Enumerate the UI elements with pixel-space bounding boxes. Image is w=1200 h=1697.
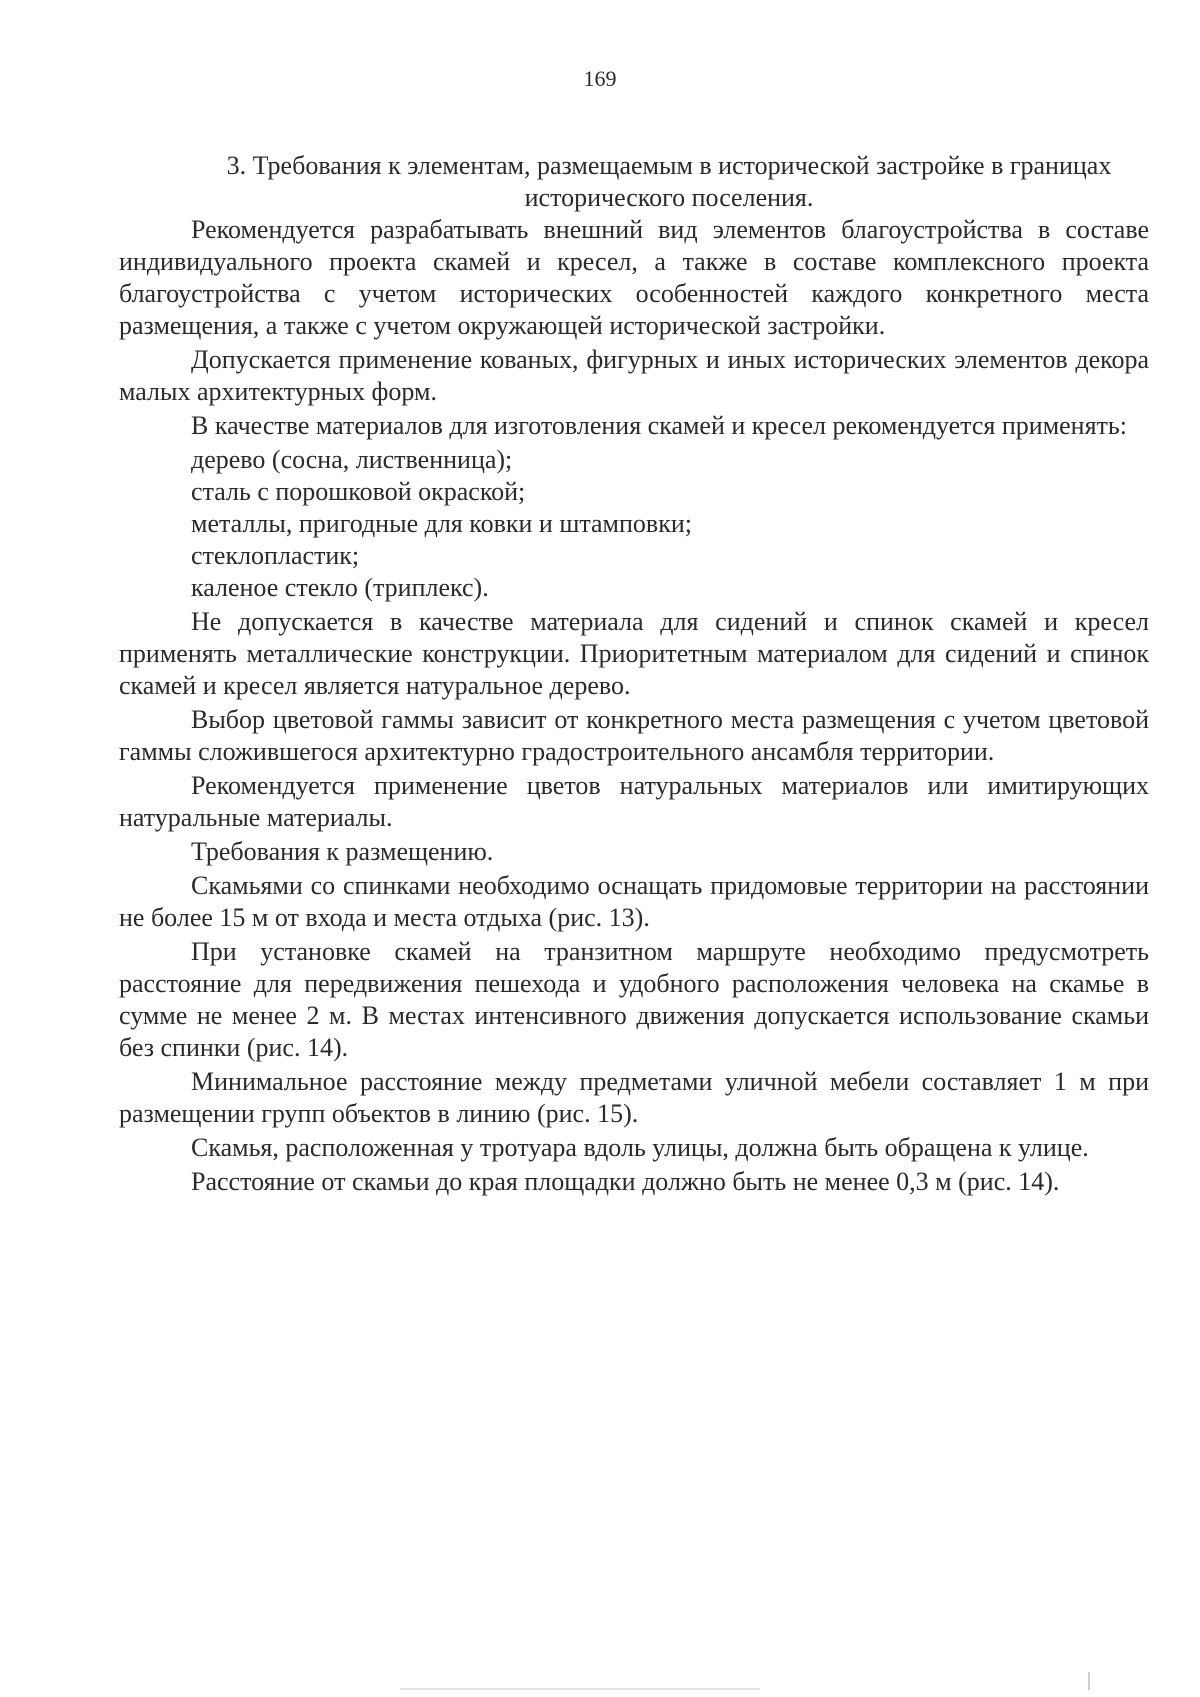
section-heading: 3. Требования к элементам, размещаемым в исторической застройке в границах исторического поселения.: [226, 151, 1112, 212]
paragraph-natural-colors: Рекомендуется применение цветов натуральных материалов или имитирующих натуральные материалы.: [119, 771, 1149, 832]
paragraph-backrest-benches: Скамьями со спинками необходимо оснащать придомовые территории на расстоянии не более 15 м от входа и места отдыха (рис. 13).: [119, 871, 1149, 932]
paragraph-minimum-distance: Минимальное расстояние между предметами уличной мебели составляет 1 м при размещении групп объектов в линию (рис. 15).: [119, 1067, 1149, 1128]
paragraph-edge-distance: Расстояние от скамьи до края площадки должно быть не менее 0,3 м (рис. 14).: [191, 1167, 1060, 1196]
list-item-material: каленое стекло (триплекс).: [191, 573, 489, 602]
list-item-material: сталь с порошковой окраской;: [191, 477, 526, 506]
list-item-material: металлы, пригодные для ковки и штамповки;: [191, 509, 692, 538]
page-number: 169: [583, 66, 617, 91]
paragraph-decor: Допускается применение кованых, фигурных и иных исторических элементов декора малых архитектурных форм.: [119, 345, 1149, 406]
list-item-material: стеклопластик;: [191, 541, 360, 570]
paragraph-street-facing: Скамья, расположенная у тротуара вдоль улицы, должна быть обращена к улице.: [191, 1133, 1089, 1162]
list-item-material: дерево (сосна, лиственница);: [191, 445, 513, 474]
paragraph-design: Рекомендуется разрабатывать внешний вид элементов благоустройства в составе индивидуального проекта скамей и кресел, а также в составе комплексного проекта благоустройства с учетом исторических особенностей каждого конкретного места размещения, а также с учетом окружающей исторической застройки.: [119, 215, 1149, 340]
document-body: [119, 150, 1149, 1198]
paragraph-color-scheme: Выбор цветовой гаммы зависит от конкретного места размещения с учетом цветовой гаммы сложившегося архитектурно градостроительного ансамбля территории.: [119, 705, 1149, 766]
paragraph-materials-intro: В качестве материалов для изготовления скамей и кресел рекомендуется применять:: [191, 411, 1127, 440]
paragraph-transit-route: При установке скамей на транзитном маршруте необходимо предусмотреть расстояние для передвижения пешехода и удобного расположения человека на скамье в сумме не менее 2 м. В местах интенсивного движения допускается использование скамьи без спинки (рис. 14).: [119, 937, 1149, 1062]
paragraph-placement-heading: Требования к размещению.: [191, 837, 494, 866]
paragraph-metal-restriction: Не допускается в качестве материала для сидений и спинок скамей и кресел применять металлические конструкции. Приоритетным материалом для сидений и спинок скамей и кресел является натуральное дерево.: [119, 607, 1149, 700]
scan-artifact-tick: [1088, 1672, 1090, 1690]
scan-artifact-line: [400, 1688, 760, 1690]
